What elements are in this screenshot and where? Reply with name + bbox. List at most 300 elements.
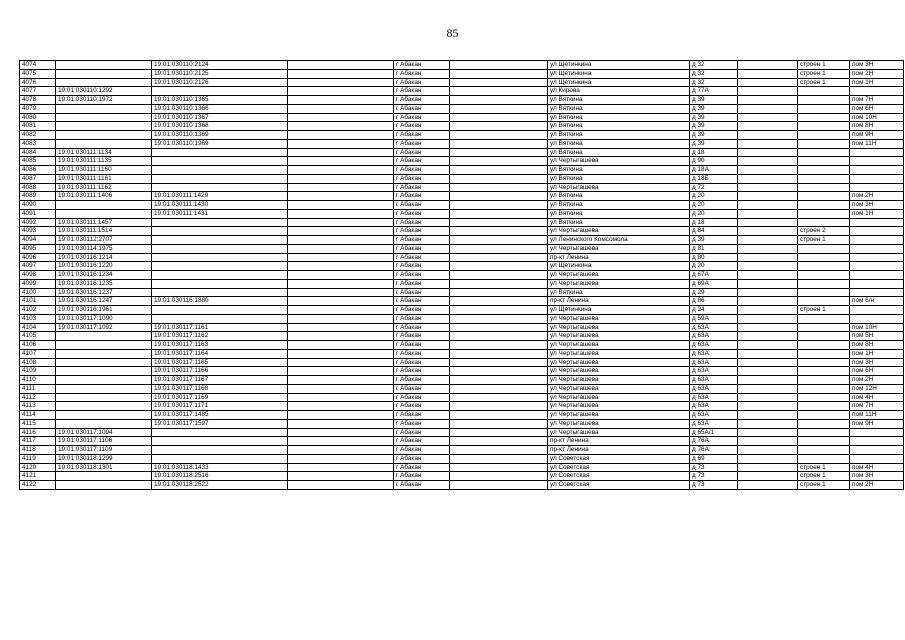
cell-city: г Абакан	[394, 96, 450, 105]
cell-street: ул Кирова	[548, 87, 690, 96]
table-row	[20, 218, 904, 227]
cell-city: г Абакан	[394, 332, 450, 341]
cell-extra-number	[288, 192, 394, 201]
cell-extra-number	[288, 78, 394, 87]
cell-row-number: 4099	[20, 279, 56, 288]
cell-premises: пом 4Н	[850, 393, 904, 402]
cell-building	[738, 332, 798, 341]
cell-object-number	[152, 306, 288, 315]
cell-district	[450, 393, 548, 402]
cell-street: ул Вяткина	[548, 166, 690, 175]
cell-city: г Абакан	[394, 209, 450, 218]
cell-district	[450, 384, 548, 393]
cell-parcel-number: 19:01:030111:1161	[56, 174, 152, 183]
cell-building	[738, 69, 798, 78]
cell-parcel-number	[56, 481, 152, 490]
cell-district	[450, 367, 548, 376]
cell-building	[738, 139, 798, 148]
cell-structure	[798, 341, 850, 350]
cell-city: г Абакан	[394, 262, 450, 271]
cell-object-number: 19:01:030118:2516	[152, 472, 288, 481]
cell-district	[450, 419, 548, 428]
cell-extra-number	[288, 376, 394, 385]
table-row	[20, 437, 904, 446]
cell-city: г Абакан	[394, 323, 450, 332]
cell-structure	[798, 157, 850, 166]
cell-district	[450, 376, 548, 385]
table-row	[20, 411, 904, 420]
table-row	[20, 61, 904, 70]
cell-street: ул Вяткина	[548, 104, 690, 113]
cell-structure	[798, 218, 850, 227]
cell-city: г Абакан	[394, 192, 450, 201]
cell-object-number	[152, 253, 288, 262]
cell-city: г Абакан	[394, 314, 450, 323]
cell-house: д 69	[690, 454, 738, 463]
cell-house: д 63А	[690, 411, 738, 420]
table-row	[20, 402, 904, 411]
cell-object-number: 19:01:030111:1430	[152, 201, 288, 210]
cell-house: д 63А	[690, 376, 738, 385]
table-row	[20, 358, 904, 367]
cell-city: г Абакан	[394, 174, 450, 183]
cell-building	[738, 376, 798, 385]
cell-building	[738, 384, 798, 393]
cell-object-number	[152, 446, 288, 455]
table-row	[20, 323, 904, 332]
cell-extra-number	[288, 209, 394, 218]
cell-parcel-number: 19:01:030112:2707	[56, 236, 152, 245]
cell-parcel-number: 19:01:030114:1975	[56, 244, 152, 253]
cell-house: д 39	[690, 96, 738, 105]
cell-premises: пом 10Н	[850, 323, 904, 332]
cell-structure	[798, 183, 850, 192]
cell-house: д 59А	[690, 314, 738, 323]
cell-city: г Абакан	[394, 166, 450, 175]
cell-house: д 69А	[690, 279, 738, 288]
cell-extra-number	[288, 367, 394, 376]
table-row	[20, 183, 904, 192]
cell-premises: пом 9Н	[850, 131, 904, 140]
cell-district	[450, 472, 548, 481]
cell-row-number: 4115	[20, 419, 56, 428]
cell-building	[738, 244, 798, 253]
cell-district	[450, 244, 548, 253]
cell-structure	[798, 166, 850, 175]
cell-city: г Абакан	[394, 113, 450, 122]
cell-street: пр-кт Ленина	[548, 446, 690, 455]
cell-city: г Абакан	[394, 384, 450, 393]
cell-structure	[798, 349, 850, 358]
cell-structure	[798, 174, 850, 183]
cell-structure: строен 2	[798, 227, 850, 236]
cell-structure	[798, 262, 850, 271]
cell-extra-number	[288, 402, 394, 411]
cell-structure: строен 1	[798, 236, 850, 245]
cell-structure	[798, 271, 850, 280]
cell-street: ул Чертыгашева	[548, 428, 690, 437]
cell-building	[738, 288, 798, 297]
table-row	[20, 332, 904, 341]
cell-row-number: 4096	[20, 253, 56, 262]
table-row	[20, 419, 904, 428]
cell-extra-number	[288, 279, 394, 288]
cell-building	[738, 481, 798, 490]
cell-row-number: 4104	[20, 323, 56, 332]
cell-street: ул Чертыгашева	[548, 279, 690, 288]
cell-object-number: 19:01:030117:1165	[152, 358, 288, 367]
cell-building	[738, 87, 798, 96]
table-row	[20, 69, 904, 78]
cell-parcel-number	[56, 472, 152, 481]
cell-district	[450, 183, 548, 192]
cell-district	[450, 236, 548, 245]
cell-district	[450, 174, 548, 183]
cell-structure	[798, 358, 850, 367]
cell-extra-number	[288, 139, 394, 148]
cell-premises: пом 3Н	[850, 358, 904, 367]
cell-extra-number	[288, 96, 394, 105]
cell-street: ул Вяткина	[548, 96, 690, 105]
cell-extra-number	[288, 297, 394, 306]
cell-house: д 18А	[690, 166, 738, 175]
cell-building	[738, 209, 798, 218]
cell-row-number: 4117	[20, 437, 56, 446]
cell-building	[738, 463, 798, 472]
cell-extra-number	[288, 104, 394, 113]
cell-city: г Абакан	[394, 358, 450, 367]
cell-object-number: 19:01:030117:1163	[152, 341, 288, 350]
cell-district	[450, 157, 548, 166]
cell-object-number	[152, 87, 288, 96]
cell-row-number: 4083	[20, 139, 56, 148]
cell-object-number	[152, 428, 288, 437]
cell-street: ул Чертыгашева	[548, 393, 690, 402]
cell-city: г Абакан	[394, 201, 450, 210]
cell-premises: пом 11Н	[850, 139, 904, 148]
table-row	[20, 271, 904, 280]
cell-house: д 90	[690, 157, 738, 166]
cell-extra-number	[288, 131, 394, 140]
cell-row-number: 4122	[20, 481, 56, 490]
cell-parcel-number: 19:01:030110:1972	[56, 96, 152, 105]
cell-object-number: 19:01:030116:1880	[152, 297, 288, 306]
cell-district	[450, 297, 548, 306]
cell-building	[738, 358, 798, 367]
cell-city: г Абакан	[394, 367, 450, 376]
cell-structure	[798, 113, 850, 122]
table-row	[20, 454, 904, 463]
cell-premises: пом 5Н	[850, 332, 904, 341]
cell-parcel-number: 19:01:030110:1292	[56, 87, 152, 96]
cell-object-number	[152, 244, 288, 253]
table-row	[20, 446, 904, 455]
cell-object-number: 19:01:030117:1166	[152, 367, 288, 376]
registry-rows	[20, 61, 904, 490]
cell-structure	[798, 384, 850, 393]
cell-row-number: 4103	[20, 314, 56, 323]
cell-building	[738, 393, 798, 402]
cell-premises: пом 8Н	[850, 122, 904, 131]
cell-house: д 20	[690, 262, 738, 271]
cell-premises	[850, 306, 904, 315]
cell-house: д 24	[690, 306, 738, 315]
cell-street: ул Чертыгашева	[548, 367, 690, 376]
cell-structure	[798, 87, 850, 96]
cell-district	[450, 332, 548, 341]
cell-row-number: 4078	[20, 96, 56, 105]
cell-city: г Абакан	[394, 271, 450, 280]
cell-parcel-number	[56, 341, 152, 350]
cell-house: д 76А	[690, 446, 738, 455]
cell-building	[738, 297, 798, 306]
cell-extra-number	[288, 446, 394, 455]
cell-parcel-number	[56, 113, 152, 122]
cell-city: г Абакан	[394, 428, 450, 437]
cell-city: г Абакан	[394, 244, 450, 253]
cell-object-number	[152, 227, 288, 236]
cell-building	[738, 174, 798, 183]
cell-building	[738, 323, 798, 332]
cell-parcel-number: 19:01:030116:1234	[56, 271, 152, 280]
table-row	[20, 87, 904, 96]
cell-district	[450, 454, 548, 463]
cell-building	[738, 192, 798, 201]
cell-parcel-number: 19:01:030118:1301	[56, 463, 152, 472]
cell-row-number: 4105	[20, 332, 56, 341]
cell-street: ул Вяткина	[548, 201, 690, 210]
cell-row-number: 4113	[20, 402, 56, 411]
cell-street: ул Вяткина	[548, 113, 690, 122]
cell-city: г Абакан	[394, 419, 450, 428]
cell-city: г Абакан	[394, 69, 450, 78]
cell-premises: пом 1Н	[850, 349, 904, 358]
cell-structure: строен 1	[798, 472, 850, 481]
cell-object-number: 19:01:030110:1367	[152, 113, 288, 122]
cell-object-number: 19:01:030110:1365	[152, 96, 288, 105]
cell-street: ул Чертыгашева	[548, 227, 690, 236]
cell-row-number: 4093	[20, 227, 56, 236]
cell-extra-number	[288, 341, 394, 350]
cell-premises: пом 3Н	[850, 472, 904, 481]
cell-city: г Абакан	[394, 411, 450, 420]
cell-extra-number	[288, 236, 394, 245]
cell-object-number: 19:01:030117:1485	[152, 411, 288, 420]
cell-street: ул Чертыгашева	[548, 323, 690, 332]
cell-house: д 20	[690, 209, 738, 218]
registry-table	[19, 60, 904, 490]
cell-city: г Абакан	[394, 306, 450, 315]
cell-building	[738, 227, 798, 236]
cell-object-number	[152, 157, 288, 166]
cell-structure	[798, 454, 850, 463]
cell-district	[450, 122, 548, 131]
cell-row-number: 4091	[20, 209, 56, 218]
table-row	[20, 472, 904, 481]
cell-extra-number	[288, 288, 394, 297]
cell-street: ул Чертыгашева	[548, 341, 690, 350]
cell-city: г Абакан	[394, 341, 450, 350]
table-row	[20, 131, 904, 140]
cell-house: д 73	[690, 472, 738, 481]
cell-object-number	[152, 314, 288, 323]
cell-premises: пом 9Н	[850, 419, 904, 428]
cell-parcel-number: 19:01:030116:1237	[56, 288, 152, 297]
cell-building	[738, 183, 798, 192]
cell-district	[450, 411, 548, 420]
cell-object-number: 19:01:030111:1429	[152, 192, 288, 201]
cell-row-number: 4112	[20, 393, 56, 402]
cell-row-number: 4082	[20, 131, 56, 140]
cell-house: д 63А	[690, 384, 738, 393]
cell-premises	[850, 279, 904, 288]
cell-row-number: 4094	[20, 236, 56, 245]
cell-object-number: 19:01:030118:1433	[152, 463, 288, 472]
cell-structure	[798, 402, 850, 411]
cell-structure	[798, 253, 850, 262]
cell-house: д 18	[690, 218, 738, 227]
cell-street: ул Советская	[548, 472, 690, 481]
cell-house: д 63А	[690, 349, 738, 358]
cell-district	[450, 463, 548, 472]
cell-extra-number	[288, 323, 394, 332]
cell-extra-number	[288, 411, 394, 420]
cell-premises	[850, 446, 904, 455]
cell-city: г Абакан	[394, 183, 450, 192]
cell-street: ул Чертыгашева	[548, 384, 690, 393]
cell-house: д 63А	[690, 332, 738, 341]
cell-district	[450, 288, 548, 297]
cell-premises	[850, 87, 904, 96]
table-row	[20, 174, 904, 183]
cell-house: д 39	[690, 236, 738, 245]
cell-extra-number	[288, 113, 394, 122]
cell-street: ул Советская	[548, 463, 690, 472]
cell-structure	[798, 367, 850, 376]
cell-premises	[850, 428, 904, 437]
cell-building	[738, 122, 798, 131]
cell-extra-number	[288, 69, 394, 78]
cell-premises	[850, 437, 904, 446]
cell-house: д 72	[690, 183, 738, 192]
cell-structure	[798, 148, 850, 157]
cell-extra-number	[288, 332, 394, 341]
cell-house: д 86	[690, 297, 738, 306]
cell-city: г Абакан	[394, 87, 450, 96]
table-row	[20, 113, 904, 122]
table-row	[20, 376, 904, 385]
cell-street: ул Чертыгашева	[548, 183, 690, 192]
cell-house: д 80	[690, 253, 738, 262]
cell-street: ул Щетинкина	[548, 78, 690, 87]
cell-premises	[850, 218, 904, 227]
cell-city: г Абакан	[394, 454, 450, 463]
cell-row-number: 4101	[20, 297, 56, 306]
cell-object-number: 19:01:030117:1168	[152, 384, 288, 393]
cell-premises	[850, 227, 904, 236]
cell-district	[450, 192, 548, 201]
cell-premises	[850, 262, 904, 271]
cell-parcel-number: 19:01:030116:1214	[56, 253, 152, 262]
cell-extra-number	[288, 262, 394, 271]
cell-parcel-number	[56, 384, 152, 393]
cell-building	[738, 78, 798, 87]
cell-row-number: 4074	[20, 61, 56, 70]
cell-object-number: 19:01:030110:2125	[152, 69, 288, 78]
cell-house: д 84	[690, 227, 738, 236]
cell-city: г Абакан	[394, 61, 450, 70]
cell-district	[450, 96, 548, 105]
cell-district	[450, 148, 548, 157]
cell-street: ул Вяткина	[548, 131, 690, 140]
cell-parcel-number: 19:01:030111:1134	[56, 148, 152, 157]
cell-street: ул Чертыгашева	[548, 157, 690, 166]
cell-building	[738, 253, 798, 262]
cell-extra-number	[288, 306, 394, 315]
table-row	[20, 236, 904, 245]
cell-object-number	[152, 288, 288, 297]
cell-parcel-number	[56, 209, 152, 218]
cell-building	[738, 428, 798, 437]
cell-district	[450, 279, 548, 288]
cell-building	[738, 454, 798, 463]
cell-structure	[798, 201, 850, 210]
cell-building	[738, 96, 798, 105]
cell-premises: пом 6Н	[850, 104, 904, 113]
cell-house: д 76А	[690, 437, 738, 446]
cell-object-number: 19:01:030110:1366	[152, 104, 288, 113]
cell-row-number: 4118	[20, 446, 56, 455]
cell-structure	[798, 332, 850, 341]
cell-structure	[798, 96, 850, 105]
cell-building	[738, 104, 798, 113]
cell-premises: пом 11Н	[850, 411, 904, 420]
cell-parcel-number: 19:01:030116:1961	[56, 306, 152, 315]
cell-object-number: 19:01:030117:1597	[152, 419, 288, 428]
cell-house: д 18	[690, 148, 738, 157]
cell-street: пр-кт Ленина	[548, 437, 690, 446]
cell-house: д 29	[690, 288, 738, 297]
cell-structure: строен 1	[798, 306, 850, 315]
cell-street: ул Щетинкина	[548, 306, 690, 315]
cell-city: г Абакан	[394, 131, 450, 140]
cell-street: ул Чертыгашева	[548, 314, 690, 323]
table-row	[20, 148, 904, 157]
table-row	[20, 192, 904, 201]
cell-house: д 20	[690, 192, 738, 201]
cell-row-number: 4108	[20, 358, 56, 367]
cell-building	[738, 437, 798, 446]
cell-district	[450, 481, 548, 490]
cell-parcel-number: 19:01:030117:1092	[56, 323, 152, 332]
cell-street: ул Щетинкина	[548, 61, 690, 70]
cell-premises: пом 2Н	[850, 376, 904, 385]
cell-row-number: 4100	[20, 288, 56, 297]
cell-city: г Абакан	[394, 253, 450, 262]
cell-city: г Абакан	[394, 236, 450, 245]
cell-premises: пом 10Н	[850, 113, 904, 122]
cell-row-number: 4092	[20, 218, 56, 227]
cell-parcel-number: 19:01:030117:1106	[56, 437, 152, 446]
cell-extra-number	[288, 271, 394, 280]
cell-row-number: 4097	[20, 262, 56, 271]
cell-house: д 39	[690, 113, 738, 122]
cell-premises	[850, 314, 904, 323]
cell-city: г Абакан	[394, 481, 450, 490]
cell-house: д 39	[690, 104, 738, 113]
cell-building	[738, 236, 798, 245]
cell-structure	[798, 209, 850, 218]
